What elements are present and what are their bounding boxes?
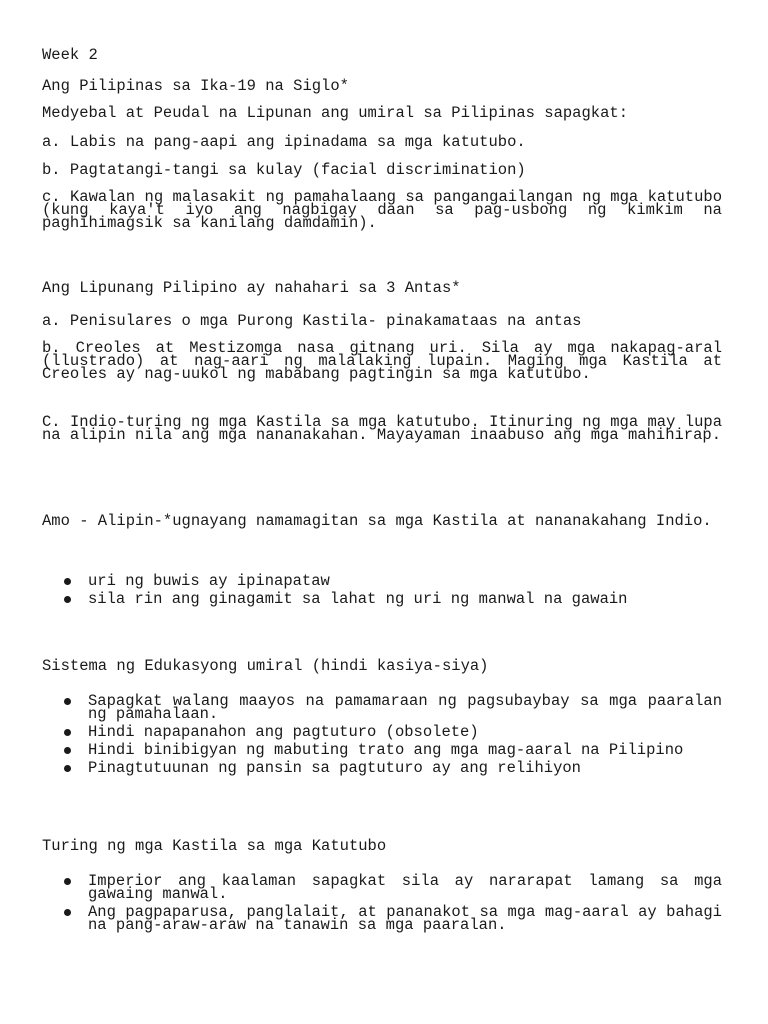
reason-b: b. Pagtatangi-tangi sa kulay (facial discrimination) <box>42 161 526 179</box>
list-item: Hindi binibigyan ng mabuting trato ang mga mag-aaral na Pilipino <box>42 744 722 757</box>
bullet-icon <box>64 596 71 603</box>
list-item: Pinagtutuunan ng pansin sa pagtuturo ay ang relihiyon <box>42 762 722 775</box>
edukasyon-bullet-list <box>42 692 722 780</box>
amo-bullet-list <box>42 572 722 608</box>
list-item: Sapagkat walang maayos na pamamaraan ng pagsubaybay sa mga paaralan ng pamahalaan. <box>42 695 722 721</box>
turing-heading: Turing ng mga Kastila sa mga Katutubo <box>42 837 387 855</box>
bullet-icon <box>64 747 71 754</box>
edukasyon-heading: Sistema ng Edukasyong umiral (hindi kasiya-siya) <box>42 657 489 675</box>
list-item: Ang pagpaparusa, panglalait, at pananakot sa mga mag-aaral ay bahagi na pang-araw-araw na tanawin sa mga paaralan. <box>42 906 722 932</box>
list-item: Hindi napapanahon ang pagtuturo (obsolete) <box>42 726 722 739</box>
list-item: Imperior ang kaalaman sapagkat sila ay nararapat lamang sa mga gawaing manwal. <box>42 875 722 901</box>
week-label: Week 2 <box>42 46 98 64</box>
intro-line: Medyebal at Peudal na Lipunan ang umiral sa Pilipinas sapagkat: <box>42 104 628 122</box>
bullet-icon <box>64 909 71 916</box>
bullet-icon <box>64 578 71 585</box>
bullet-icon <box>64 698 71 705</box>
antas-heading: Ang Lipunang Pilipino ay nahahari sa 3 Antas* <box>42 279 461 297</box>
bullet-icon <box>64 765 71 772</box>
reason-a: a. Labis na pang-aapi ang ipinadama sa mga katutubo. <box>42 133 526 151</box>
antas-a: a. Penisulares o mga Purong Kastila- pinakamataas na antas <box>42 312 582 330</box>
reason-c: c. Kawalan ng malasakit ng pamahalaang sa pangangailangan ng mga katutubo (kung kaya't iyo ang nagbigay daan sa pag-usbong ng kimkim na paghihimagsik sa kanilang damdamin). <box>42 188 722 232</box>
list-item: uri ng buwis ay ipinapataw <box>42 572 722 590</box>
list-item: sila rin ang ginagamit sa lahat ng uri ng manwal na gawain <box>42 590 722 608</box>
amo-paragraph: Amo - Alipin-*ugnayang namamagitan sa mga Kastila at nananakahang Indio. <box>42 512 712 530</box>
bullet-icon <box>64 878 71 885</box>
antas-b: b. Creoles at Mestizomga nasa gitnang uri. Sila ay mga nakapag-aral (llustrado) at nag-aari ng malalaking lupain. Maging mga Kastila at Creoles ay nag-uukol ng mababang pagtingin sa mga katutubo. <box>42 339 722 383</box>
bullet-icon <box>64 729 71 736</box>
turing-bullet-list <box>42 872 722 937</box>
section-title: Ang Pilipinas sa Ika-19 na Siglo* <box>42 77 349 95</box>
antas-c: C. Indio-turing ng mga Kastila sa mga katutubo. Itinuring ng mga may lupa na alipin nila ang mga nananakahan. Mayayaman inaabuso ang mga mahihirap. <box>42 413 722 444</box>
